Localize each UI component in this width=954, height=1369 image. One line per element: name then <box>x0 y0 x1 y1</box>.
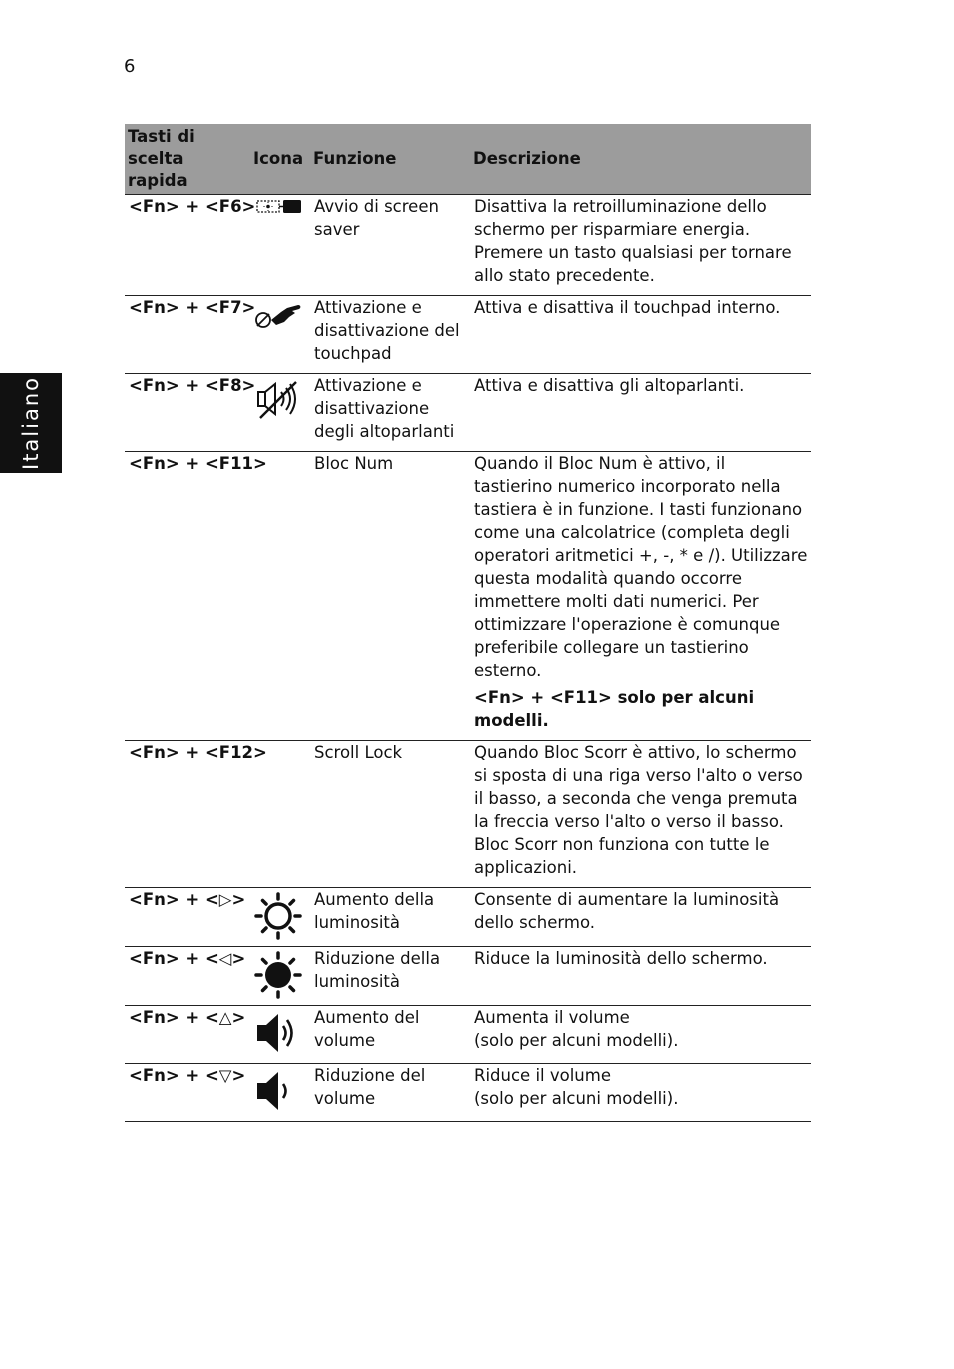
hotkey-function: Scroll Lock <box>310 741 470 888</box>
hotkey-function: Bloc Num <box>310 452 470 741</box>
hotkey-keys: <Fn> + <△> <box>125 1006 250 1064</box>
speaker-mute-icon <box>254 378 304 422</box>
hotkey-keys: <Fn> + <▽> <box>125 1064 250 1122</box>
brightness-down-icon <box>254 951 304 1001</box>
hotkey-function: Riduzione del volume <box>310 1064 470 1122</box>
table-row <box>125 888 811 947</box>
hotkey-keys: <Fn> + <F11> <box>125 452 250 741</box>
hotkey-keys: <Fn> + <F12> <box>125 741 250 888</box>
header-function: Funzione <box>310 124 470 195</box>
hotkey-function: Attivazione e disattivazione del touchpad <box>310 296 470 374</box>
hotkey-description: Riduce il volume <box>474 1066 611 1085</box>
hotkey-function: Aumento del volume <box>310 1006 470 1064</box>
hotkey-keys: <Fn> + <F6> <box>125 195 250 296</box>
hotkey-keys: <Fn> + <F7> <box>125 296 250 374</box>
hotkey-note: <Fn> + <F11> solo per alcuni modelli. <box>474 688 755 730</box>
hotkey-description: Riduce la luminosità dello schermo. <box>470 947 811 1006</box>
table-row <box>125 374 811 452</box>
hotkey-function: Avvio di screen saver <box>310 195 470 296</box>
header-description: Descrizione <box>470 124 811 195</box>
table-row <box>125 741 811 888</box>
hotkeys-table <box>125 124 811 1122</box>
hotkey-description: Quando Bloc Scorr è attivo, lo schermo si sposta di una riga verso l'alto o verso il basso, a seconda che venga premuta la freccia verso l'alto o verso il basso. Bloc Scorr non funziona con tutte le applicazioni. <box>470 741 811 888</box>
screen-saver-icon <box>254 195 304 217</box>
volume-up-icon <box>254 1010 304 1056</box>
hotkey-keys: <Fn> + <F8> <box>125 374 250 452</box>
hotkey-description-note: (solo per alcuni modelli). <box>474 1089 679 1108</box>
hotkey-function: Aumento della luminosità <box>310 888 470 947</box>
table-header-row <box>125 124 811 195</box>
table-row <box>125 296 811 374</box>
hotkey-description: Consente di aumentare la luminosità dello schermo. <box>470 888 811 947</box>
table-row <box>125 452 811 741</box>
hotkey-description: Attiva e disattiva gli altoparlanti. <box>470 374 811 452</box>
header-keys: Tasti di scelta rapida <box>125 124 250 195</box>
header-icon: Icona <box>250 124 310 195</box>
hotkey-description: Attiva e disattiva il touchpad interno. <box>470 296 811 374</box>
table-row <box>125 947 811 1006</box>
hotkey-keys: <Fn> + <◁> <box>125 947 250 1006</box>
hotkey-description: Disattiva la retroilluminazione dello schermo per risparmiare energia. Premere un tasto qualsiasi per tornare allo stato precedente. <box>470 195 811 296</box>
table-row <box>125 1064 811 1122</box>
language-tab <box>0 373 62 473</box>
table-row <box>125 1006 811 1064</box>
hotkey-keys: <Fn> + <▷> <box>125 888 250 947</box>
table-row <box>125 195 811 296</box>
brightness-up-icon <box>254 892 304 942</box>
hotkey-function: Attivazione e disattivazione degli altoparlanti <box>310 374 470 452</box>
hotkey-description: Quando il Bloc Num è attivo, il tastierino numerico incorporato nella tastiera è in funzione. I tasti funzionano come una calcolatrice (completa degli operatori aritmetici +, -, * e /). Utilizzare questa modalità quando occorre immettere molti dati numerici. Per ottimizzare l'operazione è comunque preferibile collegare un tastierino esterno. <box>474 454 808 680</box>
touchpad-toggle-icon <box>254 300 304 332</box>
volume-down-icon <box>254 1068 304 1114</box>
language-tab-label: Italiano <box>19 376 43 470</box>
hotkey-description-note: (solo per alcuni modelli). <box>474 1031 679 1050</box>
hotkey-description: Aumenta il volume <box>474 1008 630 1027</box>
page-number: 6 <box>124 56 136 77</box>
hotkey-function: Riduzione della luminosità <box>310 947 470 1006</box>
